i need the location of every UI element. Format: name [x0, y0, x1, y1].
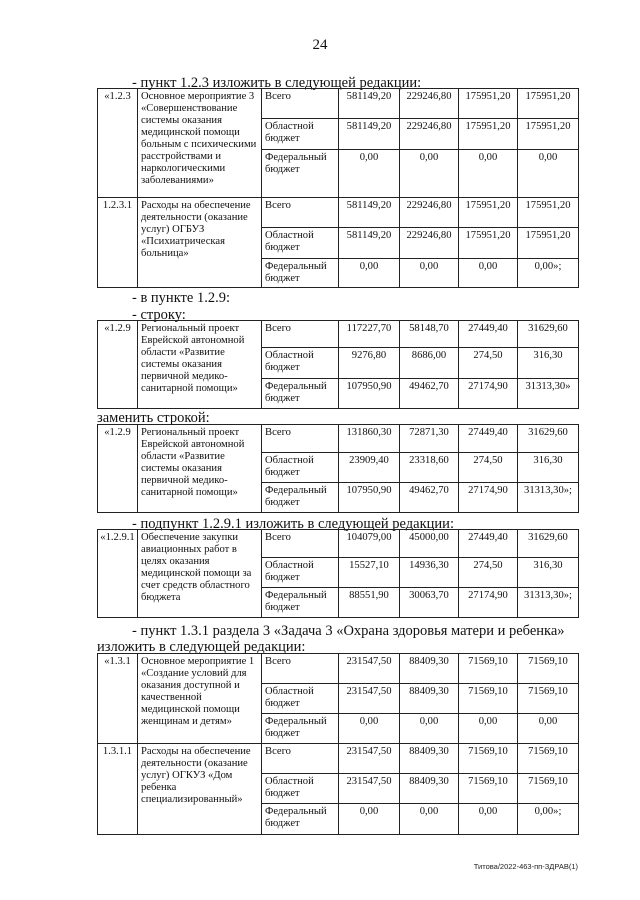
item-name-cell: Региональный проект Еврейской автономной области «Развитие системы оказания первичной медико-санитарной помощи» [138, 321, 262, 409]
table-1-2-9-1 [97, 529, 579, 618]
amount-cell: 581149,20 [339, 198, 400, 228]
amount-cell: 88409,30 [400, 654, 459, 684]
instruction-item-1-3-1: - пункт 1.3.1 раздела 3 «Задача 3 «Охрана здоровья матери и ребенка» [132, 623, 565, 639]
amount-cell: 31313,30»; [518, 588, 579, 618]
amount-cell: 30063,70 [400, 588, 459, 618]
amount-cell: 88409,30 [400, 684, 459, 714]
amount-cell: 8686,00 [400, 348, 459, 379]
amount-cell: 0,00»; [518, 804, 579, 835]
item-code-cell: «1.2.9 [98, 321, 138, 409]
amount-cell: 581149,20 [339, 228, 400, 259]
funding-source-cell: Областной бюджет [262, 228, 339, 259]
funding-source-cell: Областной бюджет [262, 684, 339, 714]
amount-cell: 88409,30 [400, 744, 459, 774]
amount-cell: 581149,20 [339, 89, 400, 119]
amount-cell: 27449,40 [459, 321, 518, 348]
amount-cell: 274,50 [459, 453, 518, 483]
funding-source-cell: Всего [262, 654, 339, 684]
amount-cell: 0,00 [518, 714, 579, 744]
table-1-2-9-old [97, 320, 579, 409]
funding-source-cell: Областной бюджет [262, 348, 339, 379]
amount-cell: 27449,40 [459, 530, 518, 558]
amount-cell: 0,00 [400, 804, 459, 835]
amount-cell: 45000,00 [400, 530, 459, 558]
item-name-cell: Обеспечение закупки авиационных работ в целях оказания медицинской помощи за счет средств областного бюджета [138, 530, 262, 618]
amount-cell: 0,00 [339, 804, 400, 835]
instruction-row: - строку: [132, 307, 186, 323]
table-row [98, 89, 579, 119]
amount-cell: 107950,90 [339, 483, 400, 513]
funding-source-cell: Всего [262, 321, 339, 348]
amount-cell: 71569,10 [459, 774, 518, 804]
amount-cell: 31313,30» [518, 379, 579, 409]
amount-cell: 316,30 [518, 558, 579, 588]
amount-cell: 117227,70 [339, 321, 400, 348]
instruction-item-1-2-9: - в пункте 1.2.9: [132, 290, 230, 306]
amount-cell: 27174,90 [459, 379, 518, 409]
item-name-cell: Основное мероприятие 1 «Создание условий для оказания доступной и качественной медицинской помощи женщинам и детям» [138, 654, 262, 744]
amount-cell: 31313,30»; [518, 483, 579, 513]
amount-cell: 27449,40 [459, 425, 518, 453]
amount-cell: 229246,80 [400, 228, 459, 259]
table-row [98, 744, 579, 774]
amount-cell: 0,00 [459, 150, 518, 198]
amount-cell: 175951,20 [459, 89, 518, 119]
amount-cell: 49462,70 [400, 379, 459, 409]
funding-source-cell: Федеральный бюджет [262, 379, 339, 409]
funding-source-cell: Федеральный бюджет [262, 714, 339, 744]
amount-cell: 231547,50 [339, 654, 400, 684]
amount-cell: 31629,60 [518, 530, 579, 558]
amount-cell: 9276,80 [339, 348, 400, 379]
amount-cell: 175951,20 [518, 119, 579, 150]
amount-cell: 58148,70 [400, 321, 459, 348]
item-code-cell: «1.2.9 [98, 425, 138, 513]
amount-cell: 71569,10 [459, 684, 518, 714]
amount-cell: 316,30 [518, 348, 579, 379]
item-name-cell: Основное мероприятие 3 «Совершенствование системы оказания медицинской помощи больным с психическими расстройствами и наркологическими заболеваниями» [138, 89, 262, 198]
table-row [98, 654, 579, 684]
instruction-item-1-2-3: - пункт 1.2.3 изложить в следующей редакции: [132, 75, 422, 91]
funding-source-cell: Областной бюджет [262, 774, 339, 804]
amount-cell: 274,50 [459, 558, 518, 588]
amount-cell: 0,00 [339, 150, 400, 198]
table-1-2-9-new [97, 424, 579, 513]
table-row [98, 321, 579, 348]
funding-source-cell: Всего [262, 89, 339, 119]
amount-cell: 88409,30 [400, 774, 459, 804]
amount-cell: 581149,20 [339, 119, 400, 150]
table-row [98, 530, 579, 558]
page-number: 24 [312, 37, 328, 53]
funding-source-cell: Областной бюджет [262, 453, 339, 483]
amount-cell: 31629,60 [518, 425, 579, 453]
funding-source-cell: Всего [262, 198, 339, 228]
amount-cell: 131860,30 [339, 425, 400, 453]
amount-cell: 104079,00 [339, 530, 400, 558]
table-row [98, 198, 579, 228]
table-1-2-3 [97, 88, 579, 288]
amount-cell: 231547,50 [339, 774, 400, 804]
funding-source-cell: Федеральный бюджет [262, 588, 339, 618]
item-name-cell: Расходы на обеспечение деятельности (оказание услуг) ОГБУЗ «Психиатрическая больница» [138, 198, 262, 288]
funding-source-cell: Федеральный бюджет [262, 150, 339, 198]
item-code-cell: 1.2.3.1 [98, 198, 138, 288]
amount-cell: 0,00 [339, 259, 400, 288]
document-footer: Титова/2022-463-пп-ЗДРАВ(1) [473, 862, 578, 871]
item-code-cell: «1.3.1 [98, 654, 138, 744]
amount-cell: 27174,90 [459, 483, 518, 513]
amount-cell: 0,00 [400, 259, 459, 288]
funding-source-cell: Всего [262, 744, 339, 774]
item-code-cell: «1.2.3 [98, 89, 138, 198]
amount-cell: 231547,50 [339, 684, 400, 714]
amount-cell: 0,00 [459, 259, 518, 288]
amount-cell: 0,00 [459, 804, 518, 835]
amount-cell: 316,30 [518, 453, 579, 483]
amount-cell: 0,00 [339, 714, 400, 744]
amount-cell: 175951,20 [518, 228, 579, 259]
amount-cell: 88551,90 [339, 588, 400, 618]
amount-cell: 274,50 [459, 348, 518, 379]
amount-cell: 15527,10 [339, 558, 400, 588]
amount-cell: 231547,50 [339, 744, 400, 774]
funding-source-cell: Федеральный бюджет [262, 259, 339, 288]
amount-cell: 175951,20 [459, 228, 518, 259]
amount-cell: 71569,10 [518, 774, 579, 804]
funding-source-cell: Областной бюджет [262, 558, 339, 588]
amount-cell: 71569,10 [459, 744, 518, 774]
amount-cell: 71569,10 [459, 654, 518, 684]
amount-cell: 229246,80 [400, 119, 459, 150]
amount-cell: 23318,60 [400, 453, 459, 483]
amount-cell: 175951,20 [459, 198, 518, 228]
amount-cell: 72871,30 [400, 425, 459, 453]
amount-cell: 0,00 [400, 150, 459, 198]
amount-cell: 27174,90 [459, 588, 518, 618]
table-row [98, 425, 579, 453]
amount-cell: 0,00 [518, 150, 579, 198]
amount-cell: 107950,90 [339, 379, 400, 409]
instruction-new-edition: изложить в следующей редакции: [97, 639, 306, 655]
amount-cell: 71569,10 [518, 684, 579, 714]
amount-cell: 175951,20 [518, 89, 579, 119]
item-name-cell: Региональный проект Еврейской автономной области «Развитие системы оказания первичной медико-санитарной помощи» [138, 425, 262, 513]
amount-cell: 175951,20 [459, 119, 518, 150]
amount-cell: 175951,20 [518, 198, 579, 228]
funding-source-cell: Областной бюджет [262, 119, 339, 150]
funding-source-cell: Федеральный бюджет [262, 804, 339, 835]
amount-cell: 0,00 [459, 714, 518, 744]
funding-source-cell: Всего [262, 425, 339, 453]
amount-cell: 0,00 [400, 714, 459, 744]
amount-cell: 0,00»; [518, 259, 579, 288]
instruction-replace: заменить строкой: [97, 410, 210, 426]
instruction-subitem-1-2-9-1: - подпункт 1.2.9.1 изложить в следующей редакции: [132, 516, 454, 532]
amount-cell: 31629,60 [518, 321, 579, 348]
amount-cell: 229246,80 [400, 89, 459, 119]
amount-cell: 23909,40 [339, 453, 400, 483]
funding-source-cell: Всего [262, 530, 339, 558]
amount-cell: 71569,10 [518, 744, 579, 774]
amount-cell: 229246,80 [400, 198, 459, 228]
amount-cell: 71569,10 [518, 654, 579, 684]
table-1-3-1 [97, 653, 579, 835]
item-code-cell: 1.3.1.1 [98, 744, 138, 835]
funding-source-cell: Федеральный бюджет [262, 483, 339, 513]
amount-cell: 49462,70 [400, 483, 459, 513]
item-code-cell: «1.2.9.1 [98, 530, 138, 618]
amount-cell: 14936,30 [400, 558, 459, 588]
item-name-cell: Расходы на обеспечение деятельности (оказание услуг) ОГКУЗ «Дом ребенка специализированный» [138, 744, 262, 835]
